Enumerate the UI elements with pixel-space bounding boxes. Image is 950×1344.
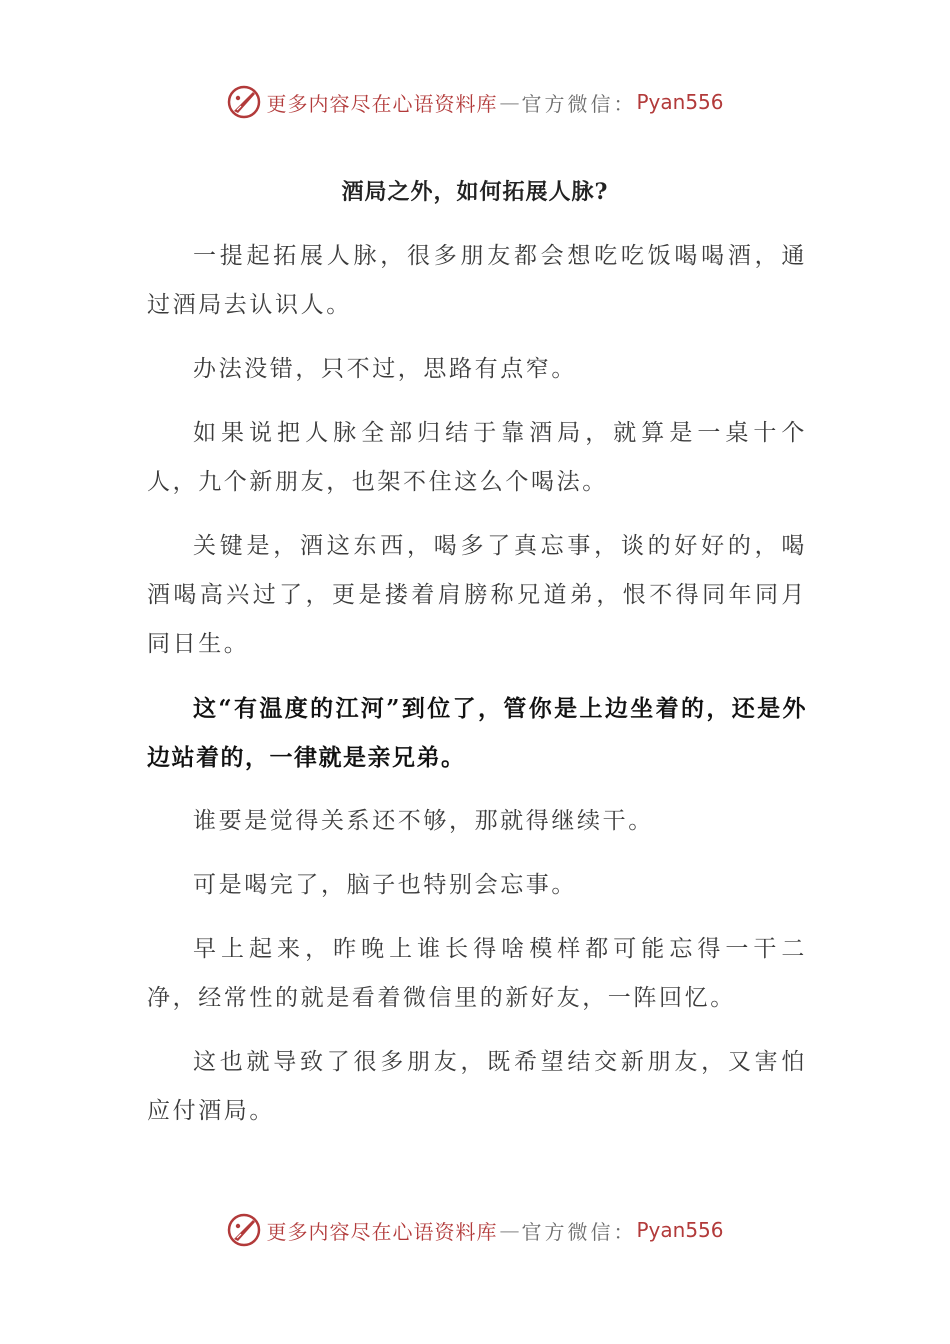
header-banner	[0, 82, 950, 122]
official-wechat-label: 官方微信：	[521, 1219, 637, 1244]
article-body	[147, 232, 807, 1151]
paragraph: 如果说把人脉全部归结于靠酒局，就算是一桌十个人，九个新朋友，也架不住这么个喝法。	[147, 420, 807, 495]
brand-text: 更多内容尽在心语资料库	[266, 91, 498, 116]
official-wechat-label: 官方微信：	[521, 91, 637, 116]
banner-dash: —	[499, 1218, 520, 1242]
footer-banner	[0, 1210, 950, 1250]
emphasized-paragraph: 这“有温度的江河”到位了，管你是上边坐着的，还是外边站着的，一律就是亲兄弟。	[147, 695, 807, 771]
banner-dash: —	[499, 90, 520, 114]
quill-logo-icon	[226, 1212, 262, 1248]
wechat-id: Pyan556	[636, 90, 724, 114]
paragraph: 可是喝完了，脑子也特别会忘事。	[193, 872, 577, 898]
paragraph: 这也就导致了很多朋友，既希望结交新朋友，又害怕应付酒局。	[147, 1049, 807, 1124]
quill-logo-icon	[226, 84, 262, 120]
paragraph: 一提起拓展人脉，很多朋友都会想吃吃饭喝喝酒，通过酒局去认识人。	[147, 243, 807, 318]
paragraph: 谁要是觉得关系还不够，那就得继续干。	[193, 808, 654, 834]
brand-text: 更多内容尽在心语资料库	[266, 1219, 498, 1244]
paragraph: 关键是，酒这东西，喝多了真忘事，谈的好好的，喝酒喝高兴过了，更是搂着肩膀称兄道弟，恨不得同年同月同日生。	[147, 533, 807, 657]
paragraph: 办法没错，只不过，思路有点窄。	[193, 356, 577, 382]
article-title: 酒局之外，如何拓展人脉?	[341, 179, 609, 205]
wechat-id: Pyan556	[636, 1218, 724, 1242]
paragraph: 早上起来，昨晚上谁长得啥模样都可能忘得一干二净，经常性的就是看着微信里的新好友，一阵回忆。	[147, 936, 807, 1011]
